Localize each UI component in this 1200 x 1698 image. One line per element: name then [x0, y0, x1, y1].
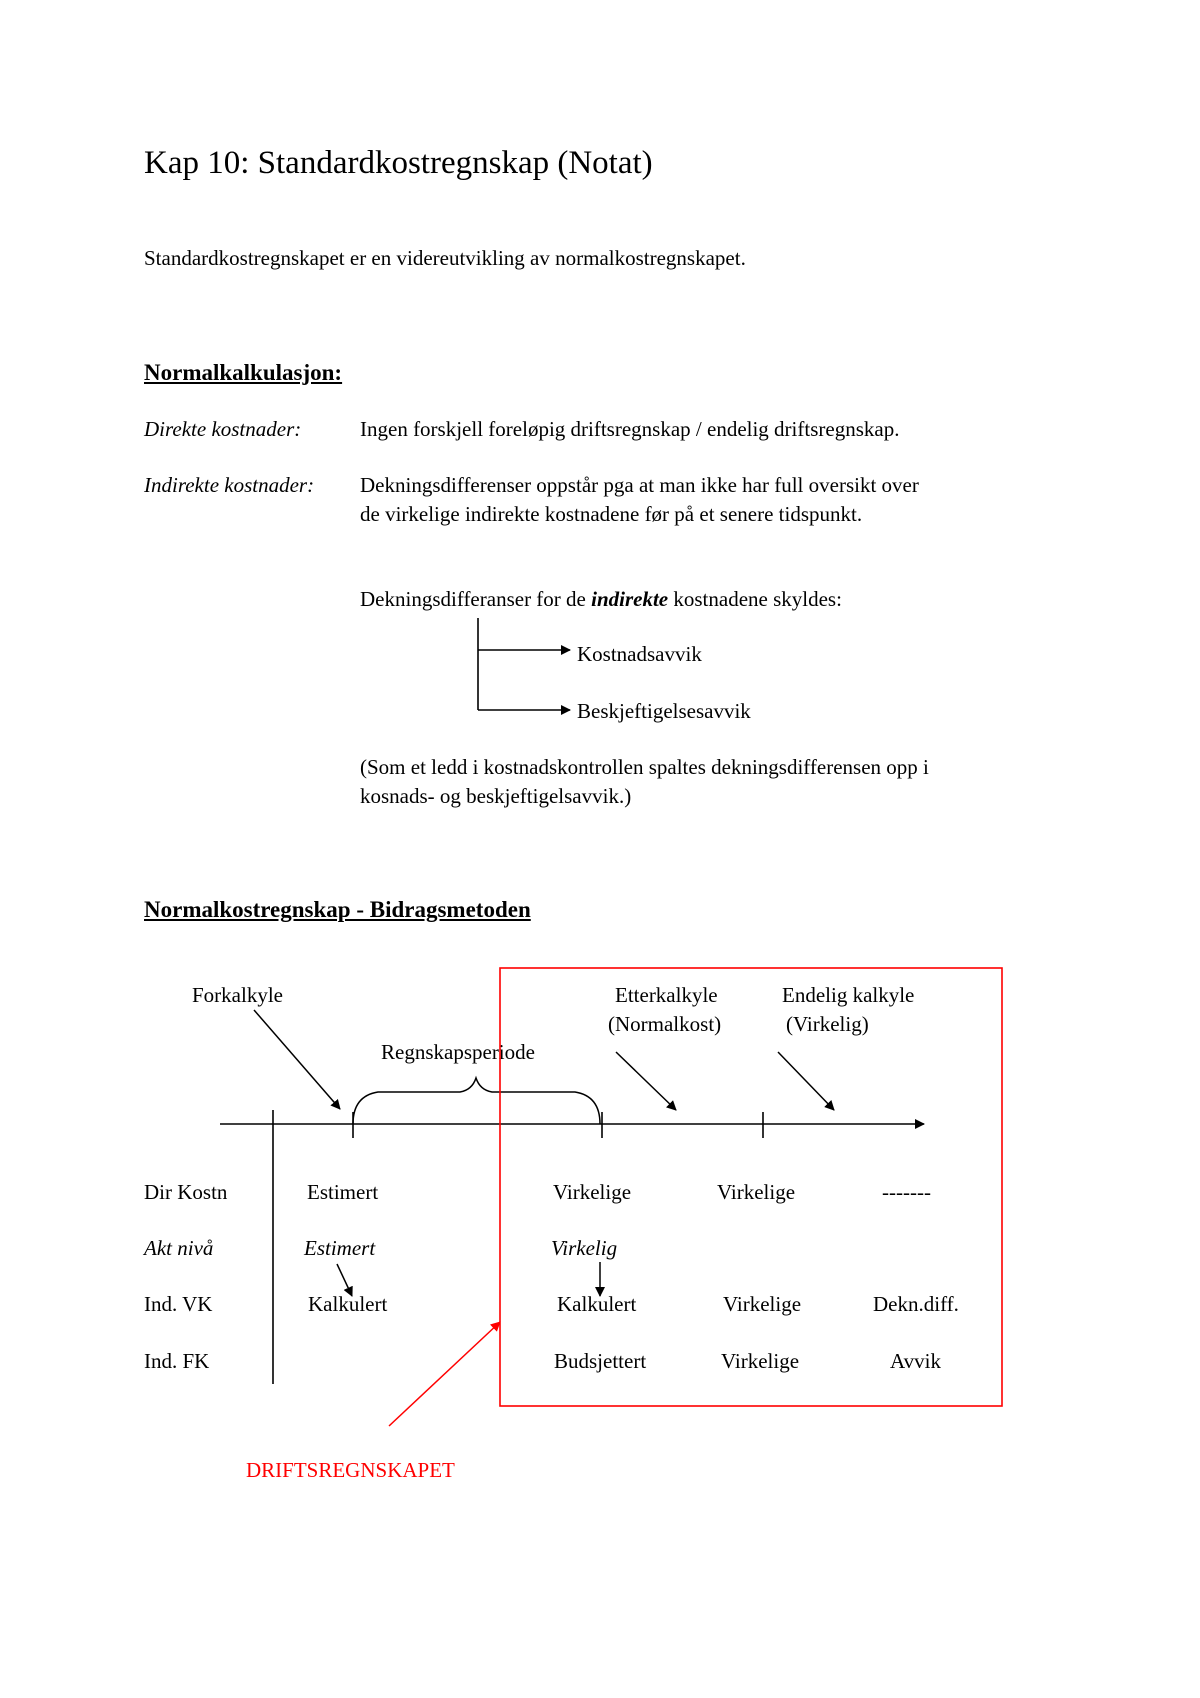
- etterkalkyle-arrow: [616, 1052, 676, 1110]
- branch-connector: [478, 618, 570, 710]
- section-heading-normalkalkulasjon: Normalkalkulasjon:: [144, 360, 343, 385]
- page-title: Kap 10: Standardkostregnskap (Notat): [144, 145, 653, 181]
- period-brace: [353, 1078, 600, 1124]
- cell-ind-vk-dekn-diff: Dekn.diff.: [873, 1292, 959, 1316]
- label-endelig-kalkyle: Endelig kalkyle: [782, 983, 915, 1007]
- cell-dir-kostn-estimert: Estimert: [307, 1180, 379, 1204]
- row-label-ind-fk: Ind. FK: [144, 1349, 210, 1373]
- label-etterkalkyle: Etterkalkyle: [615, 983, 718, 1007]
- row-label-dir-kostn: Dir Kostn: [144, 1180, 228, 1204]
- section-heading-bidragsmetoden: Normalkostregnskap - Bidragsmetoden: [144, 897, 531, 922]
- direct-costs-text: Ingen forskjell foreløpig driftsregnskap / endelig driftsregnskap.: [360, 417, 900, 441]
- endelig-arrow: [778, 1052, 834, 1110]
- driftsregnskapet-box: [500, 968, 1002, 1406]
- cause-prefix: Dekningsdifferanser for de: [360, 587, 592, 611]
- akt-niva-arrow-1: [337, 1264, 352, 1296]
- cause-suffix: kostnadene skyldes:: [668, 587, 842, 611]
- cell-dir-kostn-dashes: -------: [882, 1180, 931, 1204]
- cell-ind-fk-virkelige: Virkelige: [721, 1349, 800, 1373]
- cell-ind-vk-kalkulert-2: Kalkulert: [557, 1292, 637, 1316]
- label-driftsregnskapet: DRIFTSREGNSKAPET: [246, 1458, 455, 1482]
- forkalkyle-arrow: [254, 1010, 340, 1109]
- cell-ind-vk-kalkulert-1: Kalkulert: [308, 1292, 388, 1316]
- branch-kostnadsavvik: Kostnadsavvik: [577, 642, 702, 666]
- label-regnskapsperiode: Regnskapsperiode: [381, 1040, 535, 1064]
- intro-text: Standardkostregnskapet er en videreutvikling av normalkostregnskapet.: [144, 246, 746, 270]
- indirect-costs-label: Indirekte kostnader:: [144, 473, 315, 497]
- label-endelig-kalkyle-sub: (Virkelig): [786, 1012, 869, 1036]
- label-etterkalkyle-sub: (Normalkost): [608, 1012, 722, 1036]
- indirect-costs-text-line1: Dekningsdifferenser oppstår pga at man ikke har full oversikt over: [360, 473, 919, 497]
- indirect-costs-text-line2: de virkelige indirekte kostnadene før på et senere tidspunkt.: [360, 502, 863, 526]
- cell-akt-niva-estimert: Estimert: [304, 1236, 376, 1260]
- note-line2: kosnads- og beskjeftigelsavvik.): [360, 784, 632, 808]
- driftsregnskapet-arrow: [389, 1322, 500, 1426]
- direct-costs-label: Direkte kostnader:: [144, 417, 302, 441]
- cell-ind-fk-budsjettert: Budsjettert: [554, 1349, 647, 1373]
- label-forkalkyle: Forkalkyle: [192, 983, 283, 1007]
- row-label-akt-niva: Akt nivå: [144, 1236, 214, 1260]
- note-line1: (Som et ledd i kostnadskontrollen spaltes dekningsdifferensen opp i: [360, 755, 929, 779]
- cell-ind-vk-virkelige: Virkelige: [723, 1292, 802, 1316]
- cell-ind-fk-avvik: Avvik: [890, 1349, 941, 1373]
- timeline-axis: [220, 1110, 924, 1384]
- branch-beskjeftigelsesavvik: Beskjeftigelsesavvik: [577, 699, 751, 723]
- cause-emphasis: indirekte: [591, 587, 669, 611]
- cell-dir-kostn-virkelige-2: Virkelige: [717, 1180, 796, 1204]
- row-label-ind-vk: Ind. VK: [144, 1292, 213, 1316]
- cell-dir-kostn-virkelige-1: Virkelige: [553, 1180, 632, 1204]
- cell-akt-niva-virkelig: Virkelig: [551, 1236, 618, 1260]
